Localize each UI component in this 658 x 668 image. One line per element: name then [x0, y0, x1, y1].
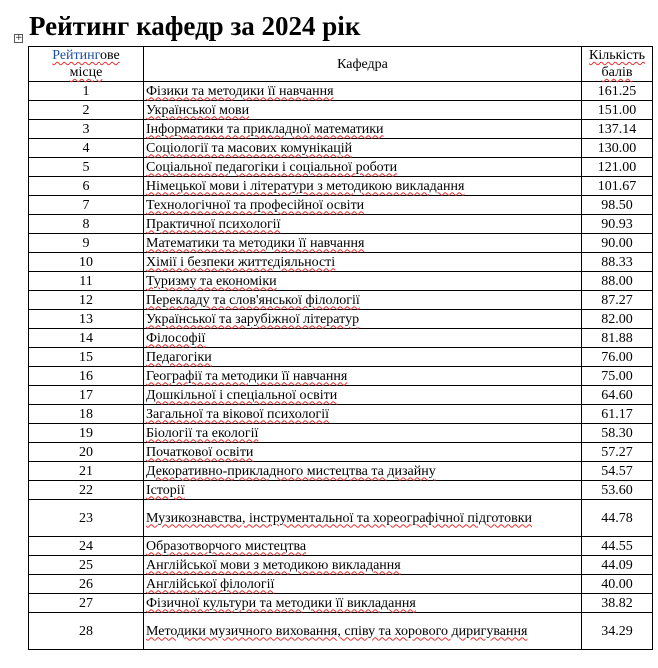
- cell-department: [144, 120, 582, 139]
- department-name: Музикознавства, інструментальної та хореографічної підготовки: [146, 510, 532, 526]
- department-name: Української та зарубіжної літератур: [146, 311, 360, 327]
- cell-score: 151.00: [582, 101, 653, 120]
- cell-rank: 9: [29, 234, 144, 253]
- cell-department: [144, 310, 582, 329]
- department-name: Фізичної культури та методики її викладання: [146, 595, 416, 611]
- cell-score: 38.82: [582, 594, 653, 613]
- cell-rank: 5: [29, 158, 144, 177]
- cell-department: [144, 272, 582, 291]
- cell-score: 88.00: [582, 272, 653, 291]
- table-row: [29, 348, 653, 367]
- cell-score: 88.33: [582, 253, 653, 272]
- cell-department: [144, 158, 582, 177]
- header-score: [582, 47, 653, 82]
- cell-score: 130.00: [582, 139, 653, 158]
- cell-score: 57.27: [582, 443, 653, 462]
- table-row: [29, 272, 653, 291]
- cell-rank: 27: [29, 594, 144, 613]
- cell-score: 81.88: [582, 329, 653, 348]
- cell-department: [144, 215, 582, 234]
- table-row: [29, 196, 653, 215]
- cell-department: [144, 82, 582, 101]
- department-name: Хімії і безпеки життєдіяльності: [146, 254, 336, 270]
- cell-department: [144, 253, 582, 272]
- cell-score: 44.55: [582, 537, 653, 556]
- cell-department: [144, 101, 582, 120]
- cell-score: 44.78: [582, 500, 653, 537]
- cell-department: [144, 234, 582, 253]
- table-row: [29, 101, 653, 120]
- cell-department: [144, 139, 582, 158]
- cell-department: [144, 556, 582, 575]
- cell-rank: 10: [29, 253, 144, 272]
- cell-department: [144, 348, 582, 367]
- department-name: Педагогіки: [146, 349, 212, 365]
- cell-score: 61.17: [582, 405, 653, 424]
- cell-score: 58.30: [582, 424, 653, 443]
- table-row: [29, 158, 653, 177]
- department-name: Декоративно-прикладного мистецтва та дизайну: [146, 463, 436, 479]
- table-row: [29, 462, 653, 481]
- cell-department: [144, 443, 582, 462]
- cell-score: 54.57: [582, 462, 653, 481]
- cell-score: 98.50: [582, 196, 653, 215]
- table-row: [29, 215, 653, 234]
- cell-rank: 25: [29, 556, 144, 575]
- cell-department: [144, 613, 582, 650]
- table-row: [29, 443, 653, 462]
- table-row: [29, 556, 653, 575]
- cell-department: [144, 537, 582, 556]
- table-body: [29, 82, 653, 650]
- header-rank-link[interactable]: Рейтинг: [52, 48, 101, 63]
- cell-score: 101.67: [582, 177, 653, 196]
- cell-rank: 1: [29, 82, 144, 101]
- table-row: [29, 500, 653, 537]
- cell-rank: 24: [29, 537, 144, 556]
- cell-rank: 18: [29, 405, 144, 424]
- table-row: [29, 405, 653, 424]
- table-row: [29, 613, 653, 650]
- table-row: [29, 537, 653, 556]
- department-name: Образотворчого мистецтва: [146, 538, 307, 554]
- cell-rank: 23: [29, 500, 144, 537]
- header-rank-rest: ове: [100, 48, 120, 63]
- cell-department: [144, 329, 582, 348]
- cell-rank: 6: [29, 177, 144, 196]
- table-row: [29, 424, 653, 443]
- cell-rank: 15: [29, 348, 144, 367]
- cell-rank: 7: [29, 196, 144, 215]
- cell-department: [144, 367, 582, 386]
- department-name: Туризму та економіки: [146, 273, 277, 289]
- department-name: Методики музичного виховання, співу та хорового диригування: [146, 623, 528, 639]
- cell-rank: 17: [29, 386, 144, 405]
- table-header-row: [29, 47, 653, 82]
- cell-score: 121.00: [582, 158, 653, 177]
- cell-rank: 21: [29, 462, 144, 481]
- cell-score: 64.60: [582, 386, 653, 405]
- department-name: Дошкільної і спеціальної освіти: [146, 387, 338, 403]
- department-name: Географії та методики її навчання: [146, 368, 348, 384]
- table-row: [29, 120, 653, 139]
- cell-score: 161.25: [582, 82, 653, 101]
- department-name: Німецької мови і літератури з методикою викладання: [146, 178, 465, 194]
- table-row: [29, 329, 653, 348]
- header-rank-line2: місце: [69, 65, 103, 80]
- department-name: Історії: [146, 482, 185, 498]
- department-name: Біології та екології: [146, 425, 259, 441]
- table-row: [29, 575, 653, 594]
- cell-rank: 8: [29, 215, 144, 234]
- department-name: Англійської філології: [146, 576, 275, 592]
- department-name: Практичної психології: [146, 216, 281, 232]
- cell-score: 44.09: [582, 556, 653, 575]
- cell-rank: 28: [29, 613, 144, 650]
- cell-score: 87.27: [582, 291, 653, 310]
- header-score-line1: Кількість: [588, 48, 645, 63]
- cell-department: [144, 575, 582, 594]
- cell-department: [144, 462, 582, 481]
- cell-rank: 20: [29, 443, 144, 462]
- department-name: Соціальної педагогіки і соціальної роботи: [146, 159, 398, 175]
- cell-rank: 4: [29, 139, 144, 158]
- cell-department: [144, 177, 582, 196]
- cell-score: 76.00: [582, 348, 653, 367]
- department-name: Української мови: [146, 102, 250, 118]
- cell-rank: 22: [29, 481, 144, 500]
- department-name: Соціології та масових комунікацій: [146, 140, 353, 156]
- cell-rank: 16: [29, 367, 144, 386]
- header-rank: [29, 47, 144, 82]
- table-row: [29, 481, 653, 500]
- table-row: [29, 139, 653, 158]
- table-row: [29, 367, 653, 386]
- table-row: [29, 177, 653, 196]
- department-name: Філософії: [146, 330, 206, 346]
- cell-department: [144, 405, 582, 424]
- cell-score: 34.29: [582, 613, 653, 650]
- table-row: [29, 291, 653, 310]
- cell-department: [144, 196, 582, 215]
- department-name: Англійської мови з методикою викладання: [146, 557, 401, 573]
- department-name: Математики та методики її навчання: [146, 235, 365, 251]
- department-name: Фізики та методики її навчання: [146, 83, 334, 99]
- page-title: Рейтинг кафедр за 2024 рік: [29, 11, 361, 41]
- department-name: Початкової освіти: [146, 444, 254, 460]
- cell-score: 75.00: [582, 367, 653, 386]
- table-move-handle-icon[interactable]: +: [15, 33, 23, 43]
- header-score-line2: балів: [601, 65, 633, 80]
- cell-department: [144, 481, 582, 500]
- cell-score: 53.60: [582, 481, 653, 500]
- cell-score: 90.93: [582, 215, 653, 234]
- cell-department: [144, 594, 582, 613]
- header-department: Кафедра: [144, 47, 582, 82]
- cell-rank: 26: [29, 575, 144, 594]
- cell-score: 137.14: [582, 120, 653, 139]
- department-name: Загальної та вікової психології: [146, 406, 330, 422]
- cell-department: [144, 424, 582, 443]
- department-name: Технологічної та професійної освіти: [146, 197, 365, 213]
- department-name: Інформатики та прикладної математики: [146, 121, 384, 137]
- cell-rank: 2: [29, 101, 144, 120]
- table-row: [29, 253, 653, 272]
- cell-department: [144, 386, 582, 405]
- cell-rank: 3: [29, 120, 144, 139]
- cell-rank: 12: [29, 291, 144, 310]
- cell-score: 82.00: [582, 310, 653, 329]
- table-row: [29, 82, 653, 101]
- cell-rank: 19: [29, 424, 144, 443]
- cell-rank: 14: [29, 329, 144, 348]
- table-row: [29, 310, 653, 329]
- cell-department: [144, 291, 582, 310]
- table-row: [29, 594, 653, 613]
- cell-rank: 13: [29, 310, 144, 329]
- cell-score: 40.00: [582, 575, 653, 594]
- table-row: [29, 386, 653, 405]
- department-name: Перекладу та слов'янської філології: [146, 292, 360, 308]
- table-row: [29, 234, 653, 253]
- cell-department: [144, 500, 582, 537]
- cell-rank: 11: [29, 272, 144, 291]
- rating-table: [28, 46, 653, 650]
- cell-score: 90.00: [582, 234, 653, 253]
